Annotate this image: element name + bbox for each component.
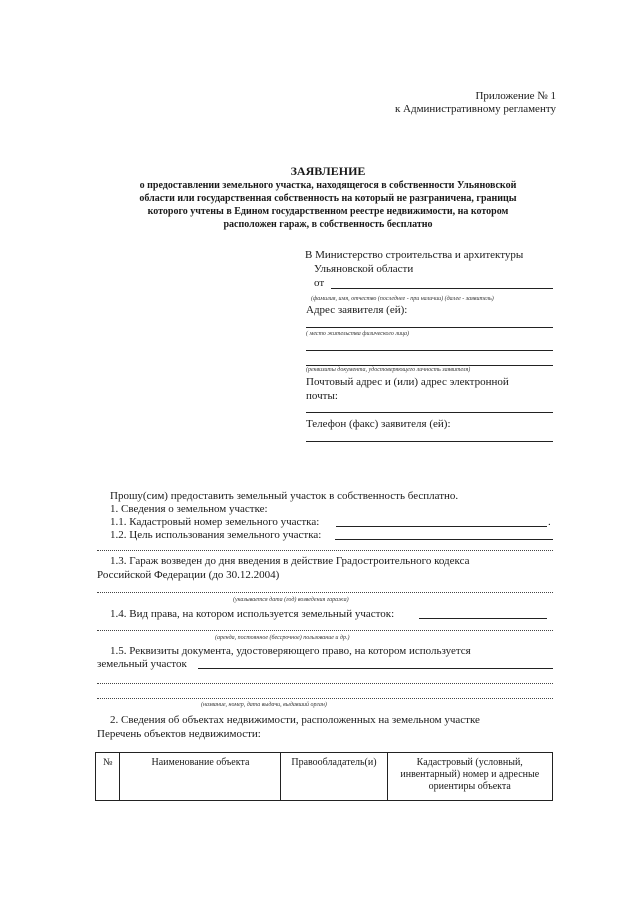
request-text: Прошу(сим) предоставить земельный участок в собственность бесплатно. bbox=[110, 490, 459, 502]
addressee-line2: Ульяновской области bbox=[314, 263, 414, 275]
garage-date-field[interactable] bbox=[97, 592, 553, 593]
section-1-4-label: 1.4. Вид права, на котором используется земельный участок: bbox=[110, 608, 395, 620]
land-use-field-continued[interactable] bbox=[97, 550, 553, 551]
document-details-hint: (название, номер, дата выдачи, выдавший орган) bbox=[201, 702, 327, 708]
address-label: Адрес заявителя (ей): bbox=[306, 304, 408, 316]
addressee-line1: В Министерство строительства и архитектуры bbox=[305, 249, 524, 261]
subtitle-line: расположен гараж, в собственность бесплатно bbox=[223, 219, 433, 230]
document-details-field[interactable] bbox=[198, 668, 553, 669]
period-mark: . bbox=[548, 516, 551, 528]
title-subtitle bbox=[80, 179, 576, 231]
appendix-block bbox=[380, 90, 556, 116]
column-cadastral-number: Кадастровый (условный, инвентарный) номер и адресные ориентиры объекта bbox=[387, 753, 553, 801]
subtitle-line: области или государственная собственность на который не разграничена, границы bbox=[139, 193, 517, 204]
postal-address-field[interactable] bbox=[306, 412, 553, 413]
subtitle-line: о предоставлении земельного участка, находящегося в собственности Ульяновской bbox=[139, 180, 517, 191]
appendix-line2: к Административному регламенту bbox=[394, 103, 556, 115]
cadastral-number-field[interactable] bbox=[336, 526, 547, 527]
section-2-heading: 2. Сведения об объектах недвижимости, расположенных на земельном участке bbox=[110, 714, 480, 726]
objects-table bbox=[95, 752, 553, 801]
right-type-field[interactable] bbox=[419, 618, 547, 619]
section-1-3-line2: Российской Федерации (до 30.12.2004) bbox=[97, 569, 280, 581]
subtitle-line: которого учтены в Едином государственном реестре недвижимости, на котором bbox=[147, 206, 509, 217]
document-details-field-3[interactable] bbox=[97, 698, 553, 699]
page-title: ЗАЯВЛЕНИЕ bbox=[290, 164, 366, 178]
fio-hint: (фамилия, имя, отчество (последнее - при наличии) (далее - заявитель) bbox=[311, 296, 494, 302]
document-hint: (реквизиты документа, удостоверяющего личность заявителя) bbox=[306, 367, 471, 373]
residence-hint: ( место жительства физического лица) bbox=[306, 331, 410, 337]
appendix-line1: Приложение № 1 bbox=[475, 90, 556, 102]
phone-label: Телефон (факс) заявителя (ей): bbox=[306, 418, 451, 430]
column-number: № bbox=[96, 753, 120, 801]
document-details-field-2[interactable] bbox=[97, 683, 553, 684]
section-1-5-line2: земельный участок bbox=[97, 658, 187, 670]
phone-field[interactable] bbox=[306, 441, 553, 442]
table-header-row bbox=[96, 753, 553, 801]
section-1-3-line1: 1.3. Гараж возведен до дня введения в действие Градостроительного кодекса bbox=[110, 555, 470, 567]
residence-field[interactable] bbox=[306, 350, 553, 351]
address-field[interactable] bbox=[306, 327, 553, 328]
from-label: от bbox=[314, 277, 325, 289]
garage-date-hint: (указывается дата (год) возведения гаража) bbox=[233, 597, 349, 603]
objects-list-label: Перечень объектов недвижимости: bbox=[97, 728, 261, 740]
applicant-name-field[interactable] bbox=[331, 288, 553, 289]
section-1-heading: 1. Сведения о земельном участке: bbox=[110, 503, 268, 515]
postal-label-line1: Почтовый адрес и (или) адрес электронной bbox=[306, 376, 509, 388]
column-owner: Правообладатель(и) bbox=[281, 753, 387, 801]
right-type-field-continued[interactable] bbox=[97, 630, 553, 631]
section-1-1-label: 1.1. Кадастровый номер земельного участка: bbox=[110, 516, 320, 528]
section-1-2-label: 1.2. Цель использования земельного участка: bbox=[110, 529, 322, 541]
land-use-field[interactable] bbox=[335, 539, 553, 540]
column-object-name: Наименование объекта bbox=[120, 753, 281, 801]
document-field[interactable] bbox=[306, 365, 553, 366]
right-type-hint: (аренда, постоянное (бессрочное) пользование и др.) bbox=[215, 635, 350, 641]
section-1-5-line1: 1.5. Реквизиты документа, удостоверяющего право, на котором используется bbox=[110, 645, 471, 657]
postal-label-line2: почты: bbox=[306, 390, 338, 402]
